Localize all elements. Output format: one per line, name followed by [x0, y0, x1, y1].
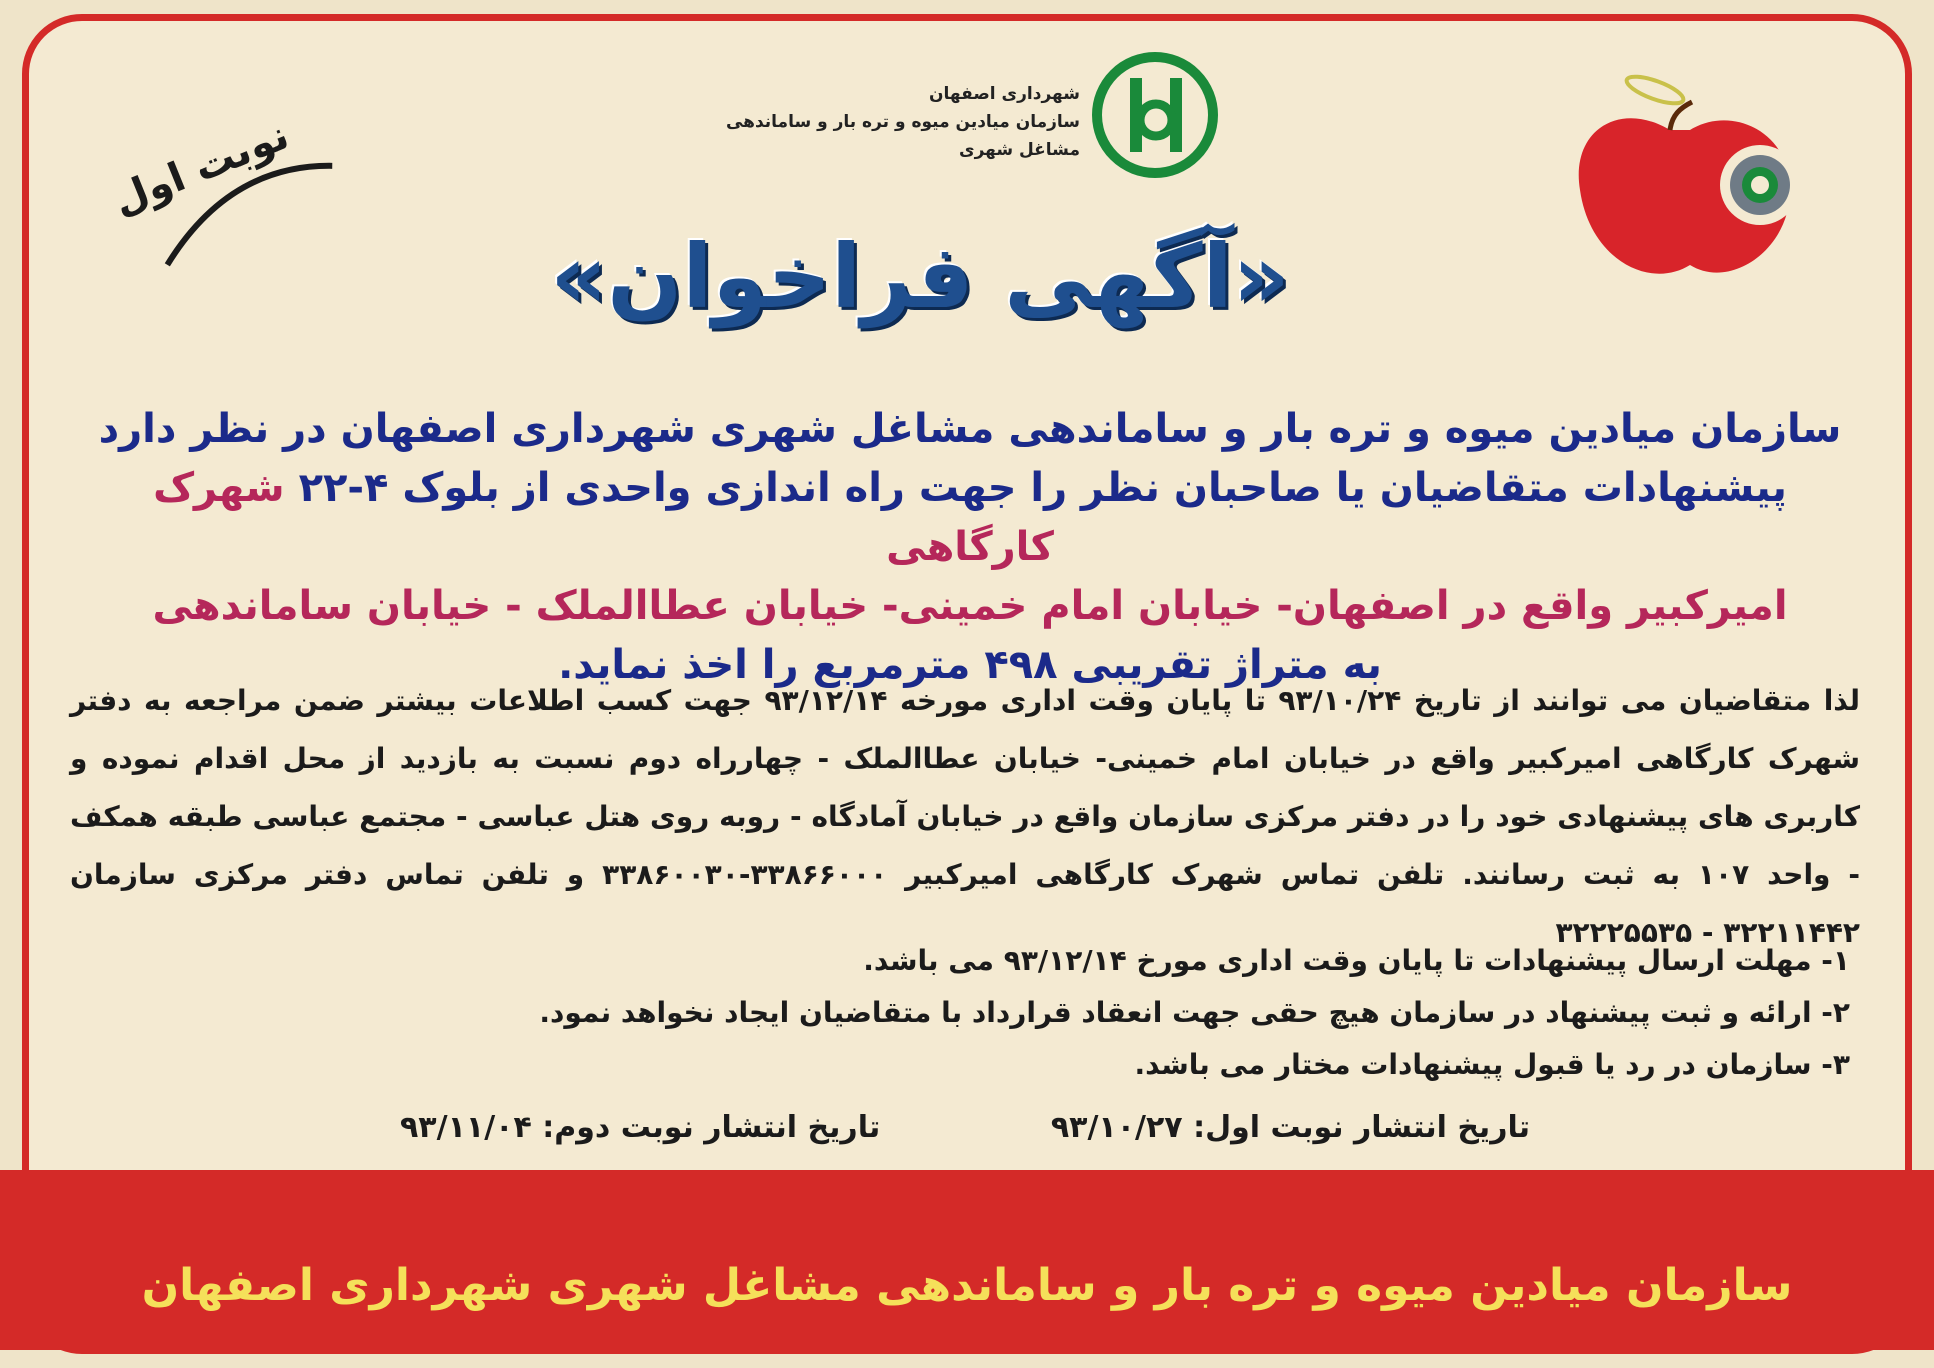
apple-gear-logo-icon [1560, 70, 1820, 300]
headline-line-2-a: پیشنهادات متقاضیان یا صاحبان نظر را جهت راه اندازی واحدی از بلوک ۴-۲۲ [298, 465, 1787, 511]
org-line-1: شهرداری اصفهان [929, 84, 1080, 104]
org-line-2: سازمان میادین میوه و تره بار و ساماندهی [725, 112, 1080, 132]
second-publication-date: تاریخ انتشار نوبت دوم: ۹۳/۱۱/۰۴ [400, 1110, 881, 1145]
org-line-3: مشاغل شهری [958, 140, 1080, 160]
headline-line-1: سازمان میادین میوه و تره بار و ساماندهی مشاغل شهری شهرداری اصفهان در نظر دارد [98, 406, 1842, 452]
footer-organization-name: سازمان میادین میوه و تره بار و ساماندهی مشاغل شهری شهرداری اصفهان [141, 1260, 1793, 1311]
announcement-body: لذا متقاضیان می توانند از تاریخ ۹۳/۱۰/۲۴ تا پایان وقت اداری مورخه ۹۳/۱۲/۱۴ جهت کسب اطلاعات بیشتر ضمن مراجعه به دفتر شهرک کارگاهی امیرکبیر واقع در خیابان امام خمینی- خیابان عطاالملک - چهارراه دوم نسبت به بازدید از محل اقدام نموده و کاربری های پیشنهادی خود را در دفتر مرکزی سازمان واقع در خیابان آمادگاه - روبه روی هتل عباسی - مجتمع عباسی طبقه همکف - واحد ۱۰۷ به ثبت رسانند. تلفن تماس شهرک کارگاهی امیرکبیر ۳۳۸۶۶۰۰۰-۳۳۸۶۰۰۳۰ و تلفن تماس دفتر مرکزی سازمان ۳۲۲۱۱۴۴۲ - ۳۲۲۲۵۵۳۵ [70, 684, 1860, 949]
organization-name [726, 80, 1080, 164]
condition-item: ۲- ارائه و ثبت پیشنهاد در سازمان هیچ حقی جهت انعقاد قرارداد با متقاضیان ایجاد نخواهد نمود. [539, 996, 1850, 1029]
first-publication-date: تاریخ انتشار نوبت اول: ۹۳/۱۰/۲۷ [1050, 1110, 1530, 1145]
headline-line-4: به متراژ تقریبی ۴۹۸ مترمربع را اخذ نماید. [558, 642, 1382, 688]
announcement-headline [80, 400, 1860, 695]
publication-dates [400, 1110, 1530, 1145]
organization-header [690, 50, 1230, 170]
sequence-label: نوبت اول [106, 112, 296, 225]
conditions-list [70, 935, 1860, 1091]
condition-item: ۱- مهلت ارسال پیشنهادات تا پایان وقت اداری مورخ ۹۳/۱۲/۱۴ می باشد. [863, 944, 1850, 977]
headline-line-2-b: شهرک کارگاهی [153, 465, 1054, 570]
headline-line-3: امیرکبیر واقع در اصفهان- خیابان امام خمینی- خیابان عطاالملک - خیابان ساماندهی [152, 583, 1788, 629]
announcement-title: «آگهی فراخوان» [550, 225, 1290, 328]
condition-item: ۳- سازمان در رد یا قبول پیشنهادات مختار می باشد. [1134, 1048, 1850, 1081]
headline-line-2 [80, 459, 1860, 577]
municipality-logo-icon [1090, 50, 1220, 180]
